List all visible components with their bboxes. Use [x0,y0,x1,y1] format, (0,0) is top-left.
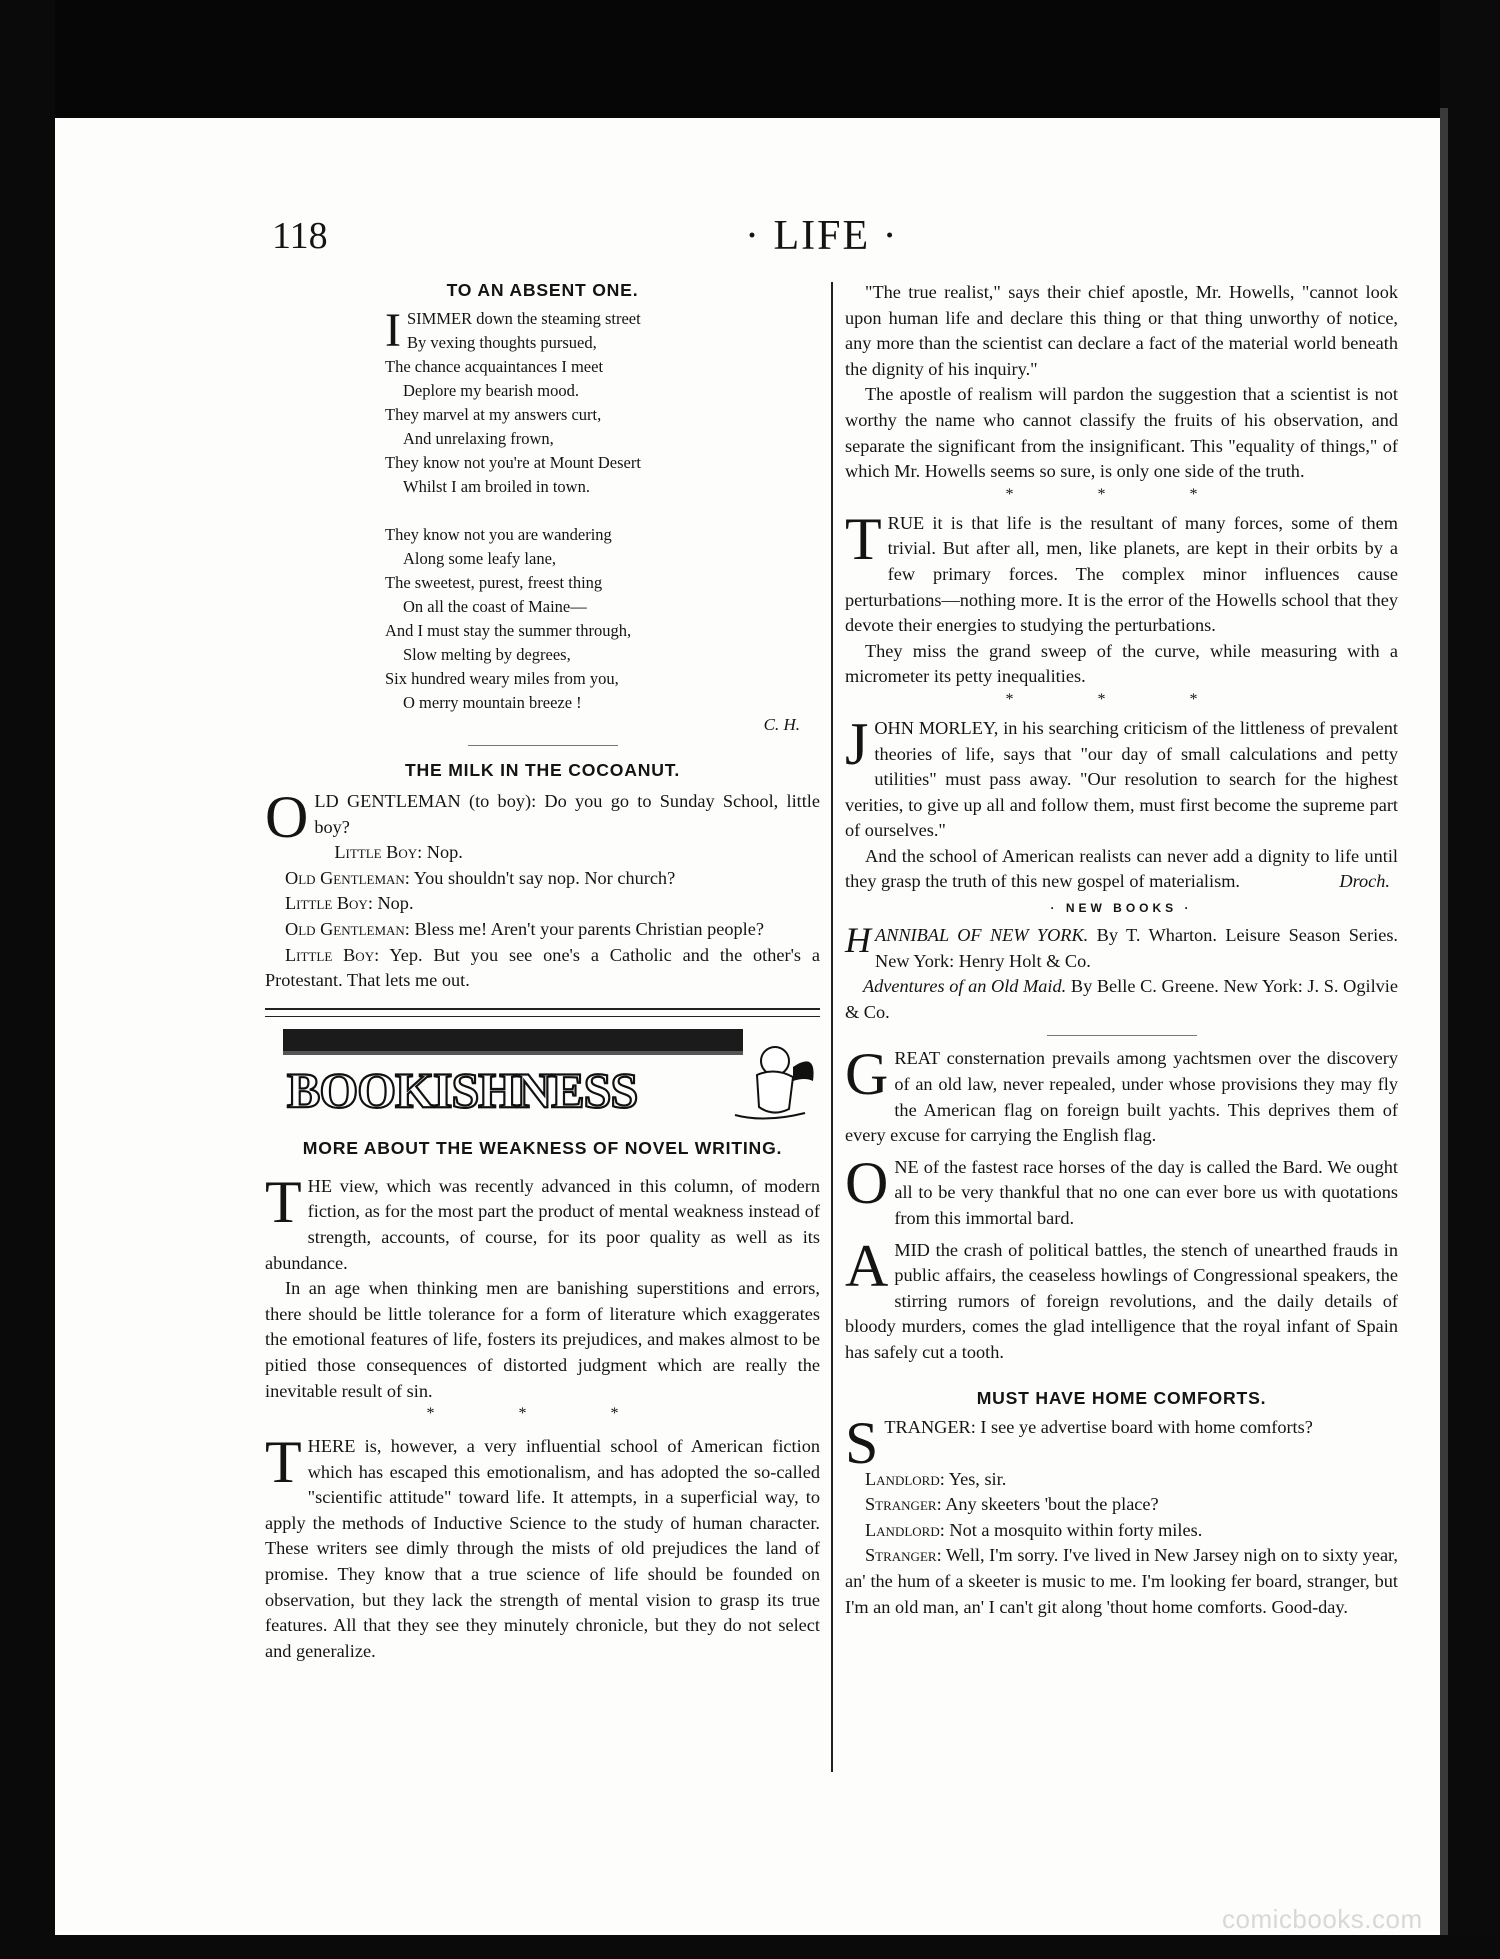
news-dropcap: A [845,1232,889,1299]
poem-line: The sweetest, purest, freest thing [385,573,603,592]
novel-p1-text: HE view, which was recently advanced in this column, of modern fiction, as for the most part the product of mental weakness instead of strength, accounts, of course, for its poor quality as well as its abundance. [265,1175,820,1273]
speaker: Little Boy [334,842,418,863]
poem-signature: C. H. [763,715,800,734]
double-rule [265,1008,820,1017]
dialogue: : Well, I'm sorry. I've lived in New Jarsey nigh on to sixty year, an' the hum of a skeeter is music to me. I'm looking fer board, stranger, but I'm an old man, an' I can't git along 'thout home comforts. Good-day. [845,1545,1398,1617]
novel-dropcap: T [265,1429,302,1496]
speaker: Little Boy [285,893,368,914]
speaker: Stranger [865,1494,937,1515]
comforts-title: MUST HAVE HOME COMFORTS. [976,1387,1267,1408]
comforts-line [845,1467,1398,1493]
poem-line: The chance acquaintances I meet [385,357,604,376]
cherub-body [757,1071,793,1112]
masthead: · LIFE · [745,213,899,259]
banner-frieze [283,1029,743,1051]
news-text: MID the crash of political battles, the stench of unearthed frauds in public affairs, the ceaseless howlings of Congressional speakers, the stirring rumors of foreign revolutions, and the daily details of bloody murders, comes the glad intelligence that the royal infant of Spain has safely cut a tooth. [845,1239,1398,1362]
comforts-line [845,1518,1398,1544]
poem-line: And I must stay the summer through, [385,621,632,640]
new-books-heading: · NEW BOOKS · [1050,901,1193,916]
right-column [845,280,1398,1620]
novel-dropcap: T [265,1168,302,1235]
novel-p3-text: HERE is, however, a very influential school of American fiction which has escaped this emotionalism, and has adopted the so-called "scientific attitude" toward life. It attempts, in a superficial way, to apply the methods of Inductive Science to the study of human character. These writers see dimly through the mists of old prejudices the land of promise. They know that a true science of life should be founded on observation, but they lack the strength of mental vision to grasp its true features. All that they see they minutely chronicle, but they do not select and generalize. [265,1436,820,1661]
dialogue: : Nop. [367,893,414,914]
scan-border-top [0,0,1500,120]
realism-p3-text: RUE it is that life is the resultant of many forces, some of them trivial. But after all, men, like planets, are kept in their orbits by a few primary forces. The complex minor influences cause perturbations—nothing more. It is the error of the Howells school that they devote their energies to studying the perturbations. [845,512,1398,636]
news-text: REAT consternation prevails among yachtsmen over the discovery of an old law, never repealed, under whose provisions they may fly the American flag on foreign built yachts. This deprives them of every excuse for carrying the English flag. [845,1048,1398,1146]
book-dropcap: H [845,920,871,961]
realism-paragraph-1: "The true realist," says their chief apostle, Mr. Howells, "cannot look upon human life and declare this thing or that thing unworthy of notice, any more than the scientist can declare a fact of the material world beneath the dignity of his inquiry." [845,282,1398,379]
poem-title: TO AN ABSENT ONE. [446,280,639,300]
comforts-line [845,1543,1398,1620]
book-details: By Belle C. Greene. New York: J. S. Ogilvie & Co. [845,976,1398,1022]
poem-line: They marvel at my answers curt, [385,405,602,424]
news-item [845,1149,1398,1232]
speaker: Landlord [865,1519,940,1540]
realism-paragraph-5 [845,710,1398,844]
column-divider [831,282,833,1772]
poem-line: Whilst I am broiled in town. [403,477,590,496]
watermark: comicbooks.com [1222,1904,1423,1934]
milk-line [265,917,820,943]
banner-scroll [735,1113,805,1119]
realism-p6-text: And the school of American realists can never add a dignity to life until they grasp the truth of this new gospel of materialism. [845,845,1398,892]
book-title: Adventures of an Old Maid. [863,976,1067,997]
speaker: TRANGER [884,1416,971,1437]
droch-signature: Droch. [1339,871,1390,892]
book-entry [845,920,1398,974]
realism-paragraph-3 [845,505,1398,639]
bookishness-banner [265,1027,820,1125]
banner-title: BOOKISHNESS [287,1061,638,1118]
speaker: Landlord [865,1468,940,1489]
poem-line: And unrelaxing frown, [403,429,554,448]
section-stars: * * * [1005,690,1238,708]
poem-line: They know not you're at Mount Desert [385,453,641,472]
news-dropcap: O [845,1149,889,1216]
dialogue: : Bless me! Aren't your parents Christian people? [404,918,764,939]
novel-paragraph-1 [265,1168,820,1276]
book-details: By T. Wharton. Leisure Season Series. New York: Henry Holt & Co. [875,925,1398,971]
book-title: ANNIBAL OF NEW YORK. [875,925,1089,946]
poem-line: By vexing thoughts pursued, [406,333,597,352]
milk-dropcap: O [265,784,309,850]
milk-line [265,891,820,917]
dialogue: : You shouldn't say nop. Nor church? [404,867,676,888]
news-text: NE of the fastest race horses of the day is called the Bard. We ought all to be very thankful that no one can ever bore us with quotations from this immortal bard. [894,1156,1398,1228]
news-dropcap: G [845,1041,889,1108]
cherub-wing [793,1061,814,1081]
realism-dropcap: T [845,505,882,572]
speaker: Little Boy [285,944,375,965]
poem-line: They know not you are wandering [385,525,612,544]
dialogue: : I see ye advertise board with home comforts? [970,1416,1313,1437]
news-item [845,1232,1398,1366]
dialogue: : Nop. [417,842,463,863]
poem-line: Deplore my bearish mood. [403,381,579,400]
milk-line [265,943,820,994]
speaker: Old Gentleman [285,918,405,939]
realism-dropcap: J [845,710,869,777]
dialogue: : Any skeeters 'bout the place? [936,1494,1159,1515]
milk-line [265,866,820,892]
section-stars: * * * [426,1405,659,1423]
realism-p5-text: OHN MORLEY, in his searching criticism of the littleness of prevalent theories of life, says that "our day of small calculations and petty utilities" must pass away. "Our resolution to search for the highest verities, to give up all and follow them, must first become the supreme part of ourselves." [845,717,1398,841]
poem [385,304,820,715]
section-stars: * * * [1005,485,1238,503]
page-number: 118 [272,215,328,257]
poem-line: O merry mountain breeze ! [403,693,582,712]
comforts-opening [845,1409,1398,1476]
scan-border-bottom [0,1935,1500,1959]
dialogue: : Yes, sir. [939,1468,1007,1489]
comforts-dropcap: S [845,1409,879,1476]
poem-line: Along some leafy lane, [403,549,557,568]
stanza-break [385,499,820,523]
novel-paragraph-3 [265,1429,820,1664]
section-rule [1047,1035,1197,1036]
realism-paragraph-2: The apostle of realism will pardon the suggestion that a scientist is not worthy the name who cannot classify the fruits of his observation, and separate the significant from the insignificant. This "equality of things," of which Mr. Howells seems so sure, is only one side of the truth. [845,384,1398,482]
milk-title: THE MILK IN THE COCOANUT. [404,760,681,780]
book-entry [845,974,1398,1025]
news-item [845,1041,1398,1148]
poem-line: SIMMER down the steaming street [406,309,641,328]
novel-title: MORE ABOUT THE WEAKNESS OF NOVEL WRITING. [302,1137,783,1158]
banner-frieze-edge [283,1051,743,1055]
novel-paragraph-2: In an age when thinking men are banishing superstitions and errors, there should be little tolerance for a form of literature which exaggerates the emotional features of life, fosters its prejudices, and makes almost to be pitied those consequences of distorted judgment which are really the inevitable result of sin. [265,1278,820,1401]
realism-paragraph-4: They miss the grand sweep of the curve, while measuring with a micrometer its petty inequalities. [845,640,1398,687]
milk-line [265,840,820,866]
speaker: Stranger [865,1545,937,1566]
speaker: Old Gentleman [285,867,405,888]
poem-line: Six hundred weary miles from you, [385,669,619,688]
scan-border-left [0,0,55,1959]
left-column [265,280,820,1664]
poem-line: Slow melting by degrees, [403,645,571,664]
milk-opening-text: LD GENTLEMAN (to boy): Do you go to Sunday School, little boy? [314,791,820,837]
banner-art [265,1027,820,1125]
poem-line: On all the coast of Maine— [403,597,587,616]
realism-paragraph-6 [845,844,1398,895]
dialogue: : Not a mosquito within forty miles. [939,1519,1203,1540]
scan-border-right [1440,0,1500,1959]
milk-opening [265,784,820,850]
poem-dropcap: I [385,304,401,357]
section-rule [468,745,618,746]
comforts-line [845,1492,1398,1518]
scan-page-edge [1440,108,1448,1948]
dialogue: : Yep. But you see one's a Catholic and the other's a Protestant. That lets me out. [265,944,820,991]
